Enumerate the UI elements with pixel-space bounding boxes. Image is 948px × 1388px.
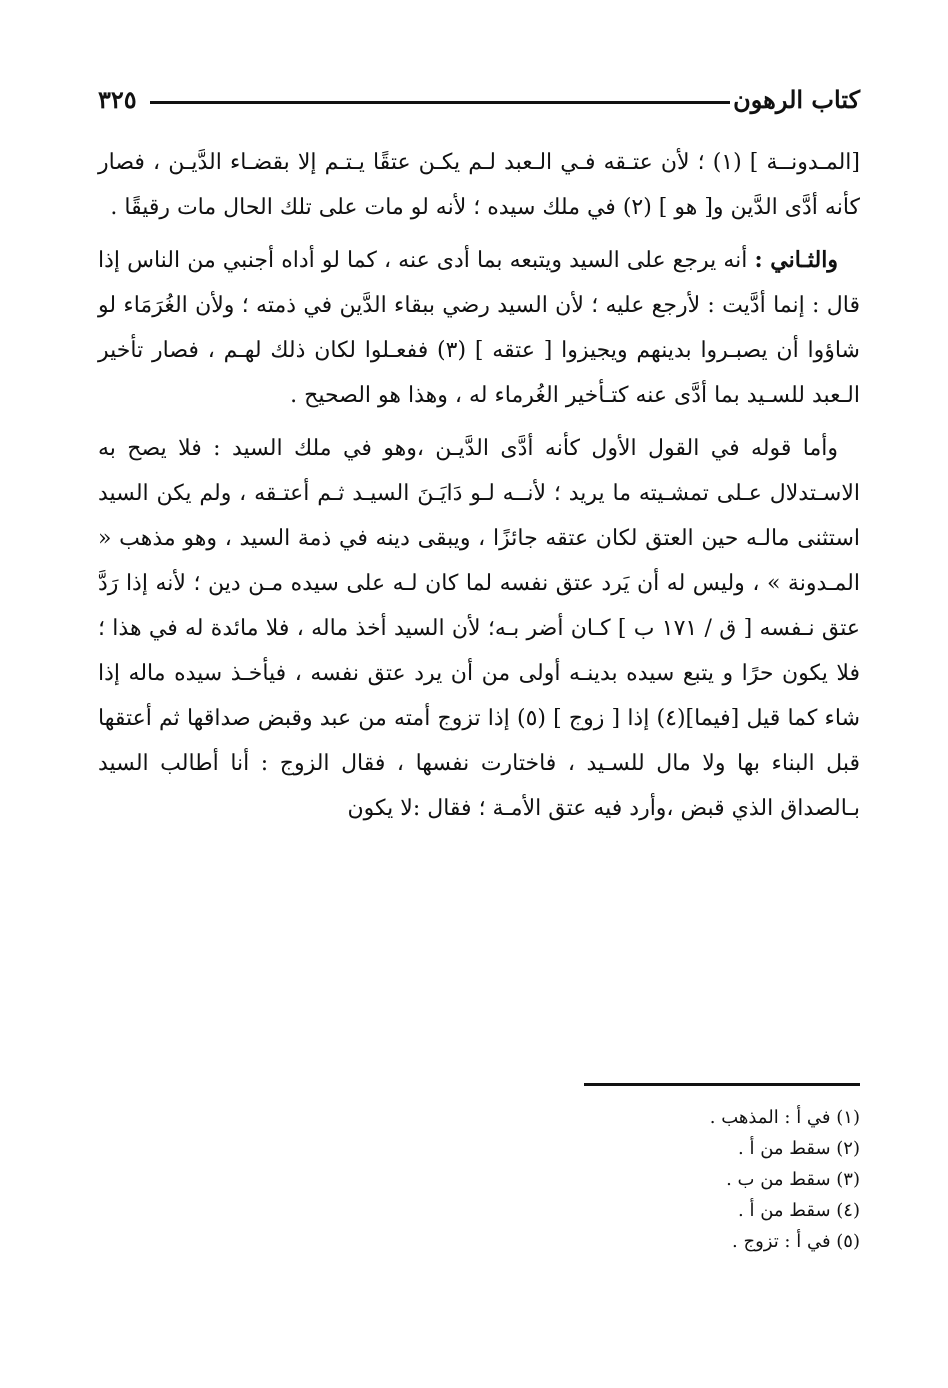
paragraph-3 xyxy=(98,426,860,831)
footnotes xyxy=(520,1102,860,1257)
running-header xyxy=(98,82,860,118)
paragraph-2-text: أنه يرجع على السيد ويتبعه بما أدى عنه ، كما لو أداه أجنبي من الناس إذا قال : إنما أدَّيت : لأرجع عليه ؛ لأن السيد رضي ببقاء الدَّين في ذمته ؛ ولأن الغُرَمَاء لو شاؤوا أن يصبـروا بدينهم ويجيزوا [ عتقه ] (٣) ففعـلوا لكان ذلك لهـم ، فصار تأخير الـعبد للسـيد بما أدَّى عنه كتـأخير الغُرماء له ، وهذا هو الصحيح . xyxy=(98,248,860,408)
footnote-separator xyxy=(584,1083,860,1086)
paragraph-1-text: [المـدونــة ] (١) ؛ لأن عتـقه فـي الـعبد لـم يكـن عتقًا يـتـم إلا بقضـاء الدَّيـن ، فصار كأنه أدَّى الدَّين و[ هو ] (٢) في ملك سيده ؛ لأنه لو مات على تلك الحال مات رقيقًا . xyxy=(98,150,860,220)
header-rule xyxy=(150,101,730,104)
paragraph-3-text: وأما قوله في القول الأول كأنه أدَّى الدَّيـن ،وهو في ملك السيد : فلا يصح به الاسـتدلال عـلى تمشـيته ما يريد ؛ لأنــه لـو دَايَـنَ السيـد ثـم أعتـقه ، ولم يكن السيد استثنى مالـه حين العتق لكان عتقه جائزًا ، ويبقى دينه في ذمة السيد ، وهو مذهب « المـدونة » ، وليس له أن يَرد عتق نفسه لما كان لـه على سيده مـن دين ؛ لأنه إذا رَدَّ عتق نـفسه [ ق / ١٧١ ب ] كـان أضر بـه؛ لأن السيد أخذ ماله ، فلا مائدة له في هذا ؛ فلا يكون حرًا و يتبع سيده بدينـه أولى من أن يرد عتق نفسه ، فيأخـذ سيده ماله إذا شاء كما قيل [فيما](٤) إذا [ زوج ] (٥) إذا تزوج أمته من عبد وقبض صداقها ثم أعتقها قبل البناء بها ولا مال للسـيد ، فاختارت نفسها ، فقال الزوج : أنا أطالب السيد بـالصداق الذي قبض ،وأرد فيه عتق الأمـة ؛ فقال :لا يكون xyxy=(98,436,861,821)
paragraph-2 xyxy=(98,238,860,418)
page-number: ٣٢٥ xyxy=(98,85,137,114)
chapter-title: كتاب الرهون xyxy=(733,85,860,114)
footnote-3: (٣) سقط من ب . xyxy=(726,1169,860,1190)
paragraph-2-lead: والثـاني : xyxy=(754,247,838,273)
paragraph-1 xyxy=(98,140,860,230)
footnote-5: (٥) في أ : تزوج . xyxy=(732,1231,860,1252)
footnote-1: (١) في أ : المذهب . xyxy=(709,1107,860,1128)
main-text xyxy=(98,140,860,839)
footnote-4: (٤) سقط من أ . xyxy=(738,1200,860,1221)
footnote-2: (٢) سقط من أ . xyxy=(738,1138,860,1159)
